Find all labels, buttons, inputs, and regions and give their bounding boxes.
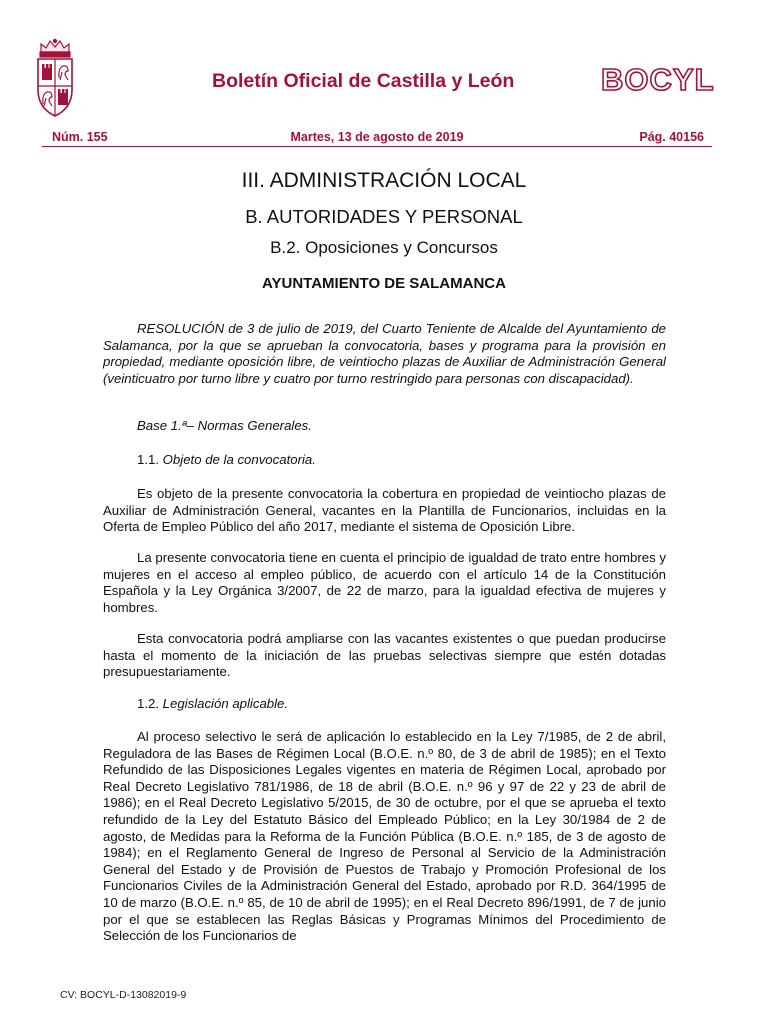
issue-date: Martes, 13 de agosto de 2019 [290, 130, 464, 144]
paragraph: Al proceso selectivo le será de aplicación lo establecido en la Ley 7/1985, de 2 de abril, Reguladora de las Bases de Régimen Local (B.O.E. n.º 80, de 3 de abril de 1985); en el Texto Refundido de las Disposiciones Legales vigentes en materia de Régimen Local, aprobado por Real Decreto Legislativo 781/1986, de 18 de abril (B.O.E. n.º 96 y 97 de 22 y 23 de abril de 1986); en el Real Decreto Legislativo 5/2015, de 30 de octubre, por el que se aprueba el texto refundido de la Ley del Estatuto Básico del Empleado Público; en la Ley 30/1984 de 2 de agosto, de Medidas para la Reforma de la Función Pública (B.O.E. n.º 185, de 3 de agosto de 1984); en el Reglamento General de Ingreso de Personal al Servicio de la Administración General del Estado y de Provisión de Puestos de Trabajo y Promoción Profesional de los Funcionarios Civiles de la Administración General del Estado, aprobado por R.D. 364/1995 de 10 de marzo (B.O.E. n.º 85, de 10 de abril de 1995); en el Real Decreto 896/1991, de 7 de junio por el que se establecen las Reglas Básicas y Programas Mínimos del Procedimiento de Selección de los Funcionarios de [103, 729, 666, 944]
subsubsection-heading: B.2. Oposiciones y Concursos [270, 238, 498, 257]
paragraph: Es objeto de la presente convocatoria la cobertura en propiedad de veintiocho plazas de Auxiliar de Administración General, vacantes en la Plantilla de Funcionarios, incluidas en la Oferta de Empleo Público del año 2017, mediante el sistema de Oposición Libre. [103, 486, 666, 535]
resolution-paragraph: RESOLUCIÓN de 3 de julio de 2019, del Cuarto Teniente de Alcalde del Ayuntamiento de Salamanca, por la que se aprueban la convocatoria, bases y programa para la provisión en propiedad, mediante oposición libre, de veintiocho plazas de Auxiliar de Administración General (veinticuatro por turno libre y cuatro por turno restringido para personas con discapacidad). [103, 321, 666, 386]
section-heading: III. ADMINISTRACIÓN LOCAL [241, 169, 527, 192]
page-number: Pág. 40156 [639, 130, 704, 144]
base-heading: Base 1.ª– Normas Generales. [137, 418, 312, 433]
subheading-1-1 [103, 452, 666, 469]
paragraph: La presente convocatoria tiene en cuenta el principio de igualdad de trato entre hombres y mujeres en el acceso al empleo público, de acuerdo con el artículo 14 de la Constitución Española y la Ley Orgánica 3/2007, de 22 de marzo, para la igualdad efectiva de mujeres y hombres. [103, 550, 666, 615]
issue-meta-bar [42, 130, 712, 147]
subheading-number: 1.2. [137, 696, 159, 711]
subheading-1-2 [103, 696, 666, 713]
entity-heading: AYUNTAMIENTO DE SALAMANCA [262, 275, 506, 292]
subsection-heading: B. AUTORIDADES Y PERSONAL [245, 206, 523, 227]
subheading-number: 1.1. [137, 452, 159, 467]
bocyl-logo: BOCYL [601, 62, 715, 97]
subheading-title: Objeto de la convocatoria. [162, 452, 316, 467]
cv-code: CV: BOCYL-D-13082019-9 [60, 989, 187, 1001]
paragraph: Esta convocatoria podrá ampliarse con las vacantes existentes o que puedan producirse hasta el momento de la iniciación de las pruebas selectivas siempre que estén dotadas presupuestariamente. [103, 631, 666, 680]
issue-number: Núm. 155 [52, 130, 108, 144]
castilla-leon-coat-of-arms-icon [36, 38, 74, 120]
subheading-title: Legislación aplicable. [162, 696, 289, 711]
bulletin-title: Boletín Oficial de Castilla y León [212, 70, 515, 92]
